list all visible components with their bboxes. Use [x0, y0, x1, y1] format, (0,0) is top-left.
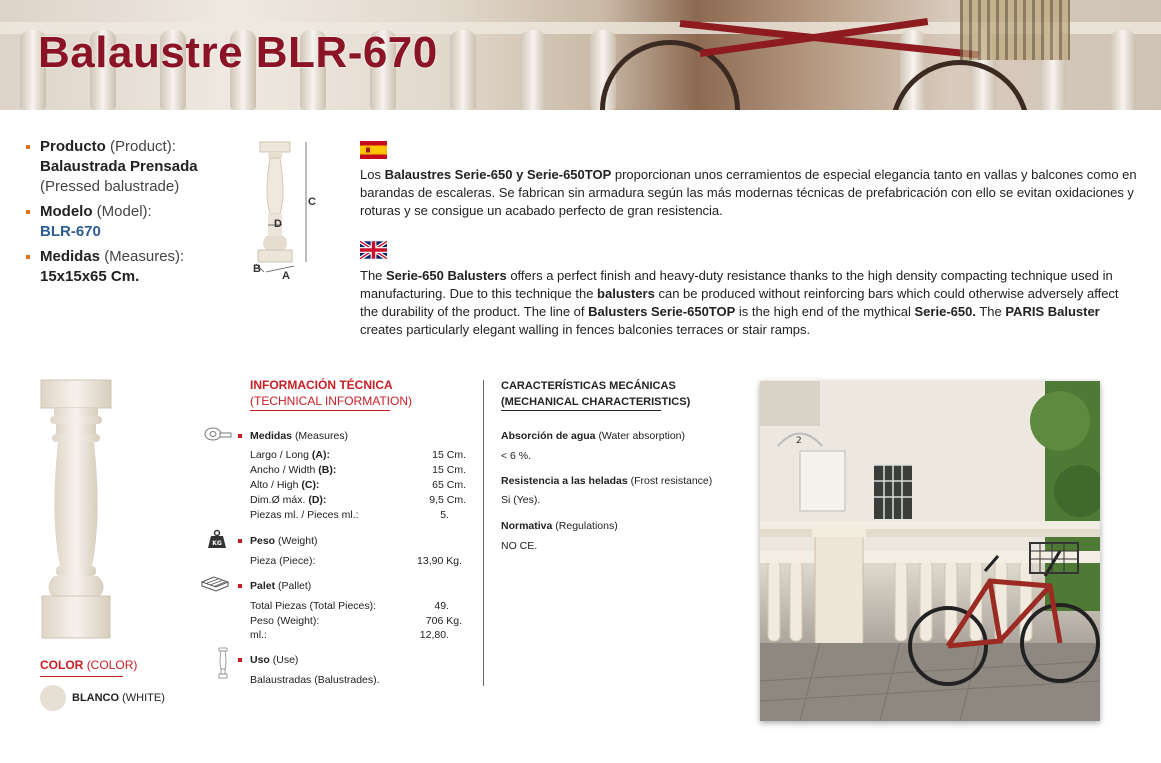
tape-measure-icon	[204, 427, 232, 446]
mechanical-heading: CARACTERÍSTICAS MECÁNICAS (MECHANICAL CHARACTERISTICS)	[501, 380, 691, 408]
diagram-label-b: B	[253, 263, 261, 275]
model-label-en: (Model):	[96, 203, 152, 220]
house-number: 2	[796, 436, 802, 446]
bullet	[26, 210, 30, 214]
pallet-row-value: 706 Kg.	[425, 615, 462, 627]
divider	[501, 410, 661, 411]
measures-value: 15x15x65 Cm.	[40, 268, 140, 285]
measures-value: 15 Cm.	[432, 464, 466, 476]
measures-value: 9,5 Cm.	[429, 494, 466, 506]
weight-row-value: 13,90 Kg.	[417, 555, 462, 567]
bullet	[238, 658, 242, 662]
product-row	[26, 137, 236, 197]
bullet	[238, 539, 242, 543]
diagram-label-a: A	[282, 270, 290, 282]
technical-heading: INFORMACIÓN TÉCNICA (TECHNICAL INFORMATION)	[250, 378, 412, 408]
measures-row: Piezas ml. / Pieces ml.:	[250, 509, 359, 521]
pallet-row-label: ml.:	[250, 629, 267, 641]
svg-text:KG: KG	[212, 540, 222, 547]
measures-row: Dim.Ø máx. (D):	[250, 494, 327, 506]
spain-flag-icon	[360, 141, 387, 164]
water-absorption-label: Absorción de agua (Water absorption)	[501, 430, 685, 442]
water-absorption-value: < 6 %.	[501, 450, 532, 462]
measures-row: Ancho / Width (B):	[250, 464, 337, 476]
pallet-heading: Palet (Pallet)	[250, 580, 312, 592]
bullet	[26, 145, 30, 149]
pallet-row-label: Peso (Weight):	[250, 615, 320, 627]
divider	[250, 410, 390, 411]
measures-value: 5.	[440, 509, 449, 521]
measures-row: Alto / High (C):	[250, 479, 320, 491]
model-value: BLR-670	[40, 223, 101, 240]
color-swatch	[40, 685, 66, 711]
weight-heading: Peso (Weight)	[250, 535, 318, 547]
diagram-label-c: C	[308, 196, 316, 208]
page-title: Balaustre BLR-670	[38, 28, 438, 77]
product-label-en: (Product):	[110, 138, 176, 155]
bullet	[26, 255, 30, 259]
product-value-en: (Pressed balustrade)	[40, 178, 180, 195]
baluster-icon	[218, 647, 228, 684]
model-row	[26, 202, 236, 242]
measures-label: Medidas	[40, 248, 101, 265]
model-label: Modelo	[40, 203, 93, 220]
pallet-row-value: 12,80.	[419, 629, 449, 641]
color-name: BLANCO (WHITE)	[72, 692, 165, 704]
description-en: The Serie-650 Balusters offers a perfect finish and heavy-duty resistance thanks to the high density compacting technique used in manufacturing. Due to this technique the balusters can be produced without reinforcing bars which could otherwise adversely affect the durability of the product. The line of Balusters Serie-650TOP is the high end of the mythical Serie-650. The PARIS Baluster creates particularly elegant walling in fences balconies terraces or stair ramps.	[360, 268, 1119, 337]
uk-flag-icon	[360, 241, 387, 264]
use-heading: Uso (Use)	[250, 654, 299, 666]
regulations-value: NO CE.	[501, 540, 538, 552]
column-divider	[483, 380, 484, 686]
weight-row-label: Pieza (Piece):	[250, 555, 316, 567]
product-label: Producto	[40, 138, 106, 155]
measures-label-en: (Measures):	[104, 248, 185, 265]
pallet-row-value: 49.	[434, 600, 449, 612]
divider	[40, 676, 123, 677]
dimension-diagram	[246, 136, 326, 286]
product-value: Balaustrada Prensada	[40, 158, 198, 175]
pallet-row-label: Total Piezas (Total Pieces):	[250, 600, 377, 612]
baluster-image	[36, 378, 116, 642]
measures-heading: Medidas (Measures)	[250, 430, 349, 442]
pallet-icon	[200, 576, 230, 597]
bullet	[238, 434, 242, 438]
measures-value: 15 Cm.	[432, 449, 466, 461]
measures-row	[26, 247, 236, 287]
bullet	[238, 584, 242, 588]
frost-resistance-label: Resistencia a las heladas (Frost resistance)	[501, 475, 713, 487]
weight-kg-icon	[207, 529, 227, 554]
product-info	[26, 137, 236, 292]
measures-row: Largo / Long (A):	[250, 449, 330, 461]
diagram-label-d: D	[274, 218, 282, 230]
use-value: Balaustradas (Balustrades).	[250, 674, 380, 686]
product-photo	[760, 381, 1100, 721]
measures-value: 65 Cm.	[432, 479, 466, 491]
color-heading: COLOR (COLOR)	[40, 658, 138, 672]
regulations-label: Normativa (Regulations)	[501, 520, 618, 532]
description-es: Los Balaustres Serie-650 y Serie-650TOP proporcionan unos cerramientos de especial elegancia tanto en vallas y balcones como en barandas de escaleras. Se fabrican sin armadura según las más modernas técnicas de prefabricación con ello se evitan oxidaciones y roturas y se consigue un acabado perfecto de gran resistencia.	[360, 167, 1137, 218]
frost-resistance-value: Si (Yes).	[501, 494, 541, 506]
